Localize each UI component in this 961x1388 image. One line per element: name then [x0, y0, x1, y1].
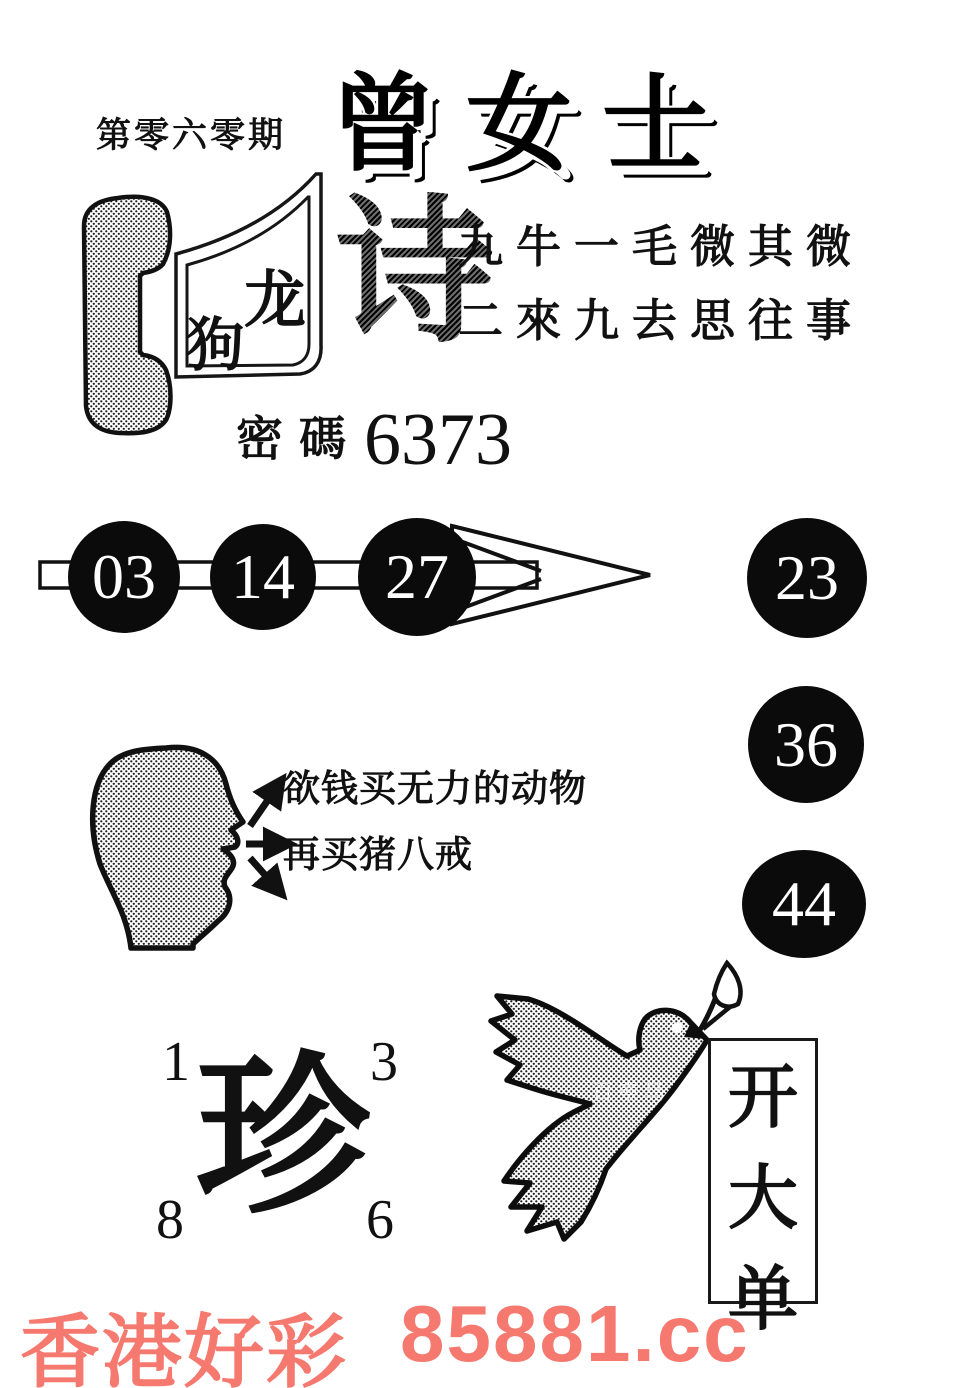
poem-block — [458, 210, 864, 358]
side-number-ball-2: 36 — [748, 686, 864, 803]
side-number-ball-3: 44 — [742, 850, 866, 958]
password-row — [236, 399, 512, 481]
password-value: 6373 — [364, 399, 512, 481]
issue-label: 第零六零期 — [96, 116, 287, 155]
side-number-ball-1: 23 — [747, 518, 867, 638]
dove-icon — [491, 996, 707, 1239]
site-url: 85881.cc — [400, 1289, 750, 1378]
poem-character: 诗 — [336, 187, 494, 362]
password-label: 密碼 — [236, 414, 362, 466]
zodiac-dog-label: 狗 — [186, 313, 245, 378]
phone-handset-icon — [84, 197, 171, 433]
hint-line-1: 欲钱买无力的动物 — [283, 769, 587, 810]
puzzle-number-bottom-right: 6 — [366, 1189, 394, 1251]
puzzle-number-bottom-left: 8 — [156, 1189, 184, 1251]
verdict-box — [708, 1038, 818, 1339]
down-right-arrow-icon — [250, 858, 281, 893]
up-right-arrow-icon — [250, 781, 281, 826]
head-profile-icon — [93, 747, 243, 948]
page-title: 曾女士 — [330, 67, 738, 184]
site-name: 香港好彩 — [20, 1308, 348, 1388]
puzzle-number-top-right: 3 — [370, 1031, 398, 1093]
poem-line-2: 二來九去思往事 — [458, 296, 865, 346]
verdict-char-3: 单 — [728, 1262, 798, 1339]
poem-line-1: 九牛一毛微其微 — [458, 222, 865, 272]
verdict-char-2: 大 — [728, 1161, 798, 1238]
zodiac-dragon-label: 龙 — [244, 267, 307, 335]
number-ball-3: 27 — [358, 518, 476, 636]
puzzle-center-character: 珍 — [196, 1042, 371, 1235]
puzzle-number-top-left: 1 — [162, 1031, 190, 1093]
number-ball-1: 03 — [68, 521, 180, 633]
hint-line-2: 再买猪八戒 — [283, 835, 473, 876]
olive-branch-icon — [700, 963, 741, 1030]
footer-branding — [20, 1288, 750, 1388]
verdict-char-1: 开 — [728, 1060, 798, 1137]
number-ball-2: 14 — [210, 524, 316, 630]
dove-inner-label: 百靈鸟 — [592, 1080, 670, 1104]
